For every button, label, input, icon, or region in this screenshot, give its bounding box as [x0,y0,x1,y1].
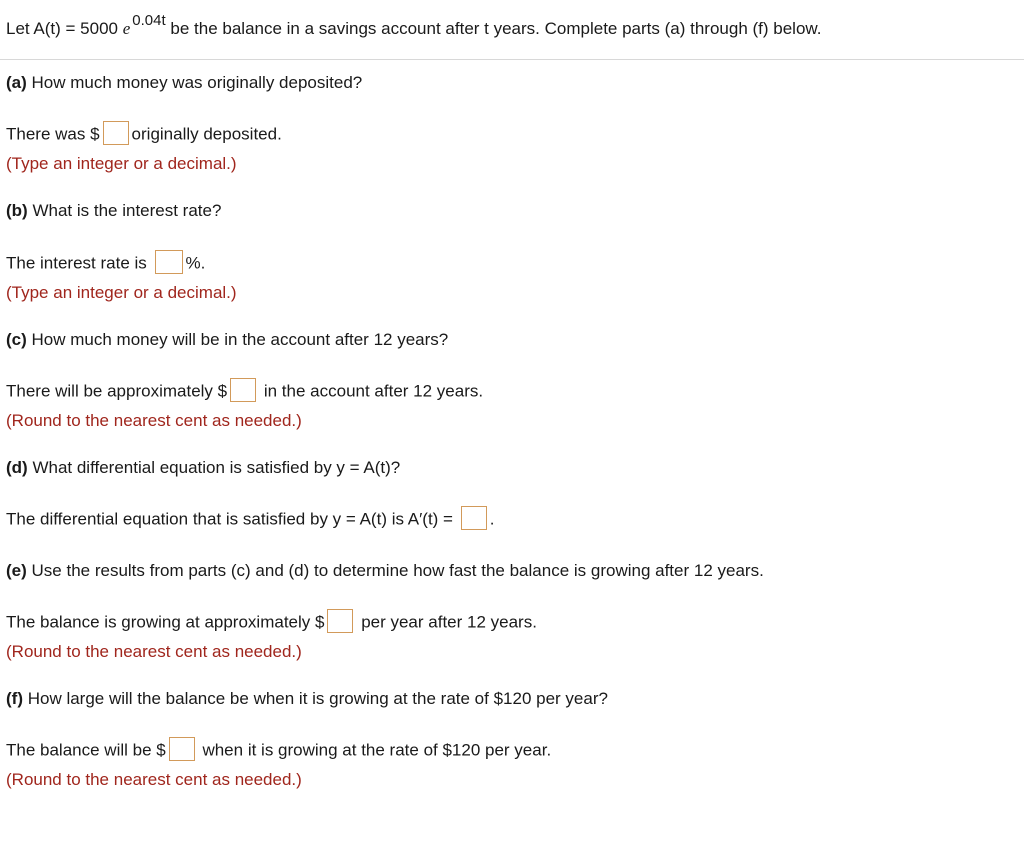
answer-line-d [6,508,494,532]
answer-prefix-e: The balance is growing at approximately $ [6,612,325,632]
header-divider [0,59,1024,60]
question-text-a: How much money was originally deposited? [31,73,363,92]
part-label-a: (a) [6,73,27,92]
problem-statement [6,12,822,41]
answer-line-f [6,739,551,763]
exponent: 0.04t [132,12,166,29]
answer-prefix-f: The balance will be $ [6,740,166,760]
hint-f: (Round to the nearest cent as needed.) [6,770,302,789]
question-b [6,200,221,222]
answer-input-a[interactable] [103,121,129,145]
answer-input-c[interactable] [230,378,256,402]
answer-suffix-c: in the account after 12 years. [263,381,484,401]
answer-prefix-c: There will be approximately $ [6,381,228,401]
answer-prefix-d: The differential equation that is satisfied by y = A(t) is A′(t) = [6,509,453,529]
question-text-b: What is the interest rate? [32,201,222,220]
answer-input-d[interactable] [461,506,487,530]
answer-suffix-e: per year after 12 years. [361,612,537,632]
question-text-c: How much money will be in the account after 12 years? [31,330,449,349]
answer-input-b[interactable] [155,250,183,274]
problem-prefix: Let A(t) = 5000 [6,19,118,38]
answer-suffix-d: . [489,509,495,529]
hint-a: (Type an integer or a decimal.) [6,154,237,173]
question-e [6,560,764,582]
hint-b: (Type an integer or a decimal.) [6,283,237,302]
problem-suffix: be the balance in a savings account after t years. Complete parts (a) through (f) below. [170,19,822,38]
answer-line-e [6,611,537,635]
answer-suffix-f: when it is growing at the rate of $120 per year. [202,740,552,760]
question-c [6,329,448,351]
hint-e: (Round to the nearest cent as needed.) [6,642,302,661]
question-text-e: Use the results from parts (c) and (d) to determine how fast the balance is growing after 12 years. [31,561,764,580]
question-f [6,688,608,710]
answer-prefix-a: There was $ [6,124,100,144]
question-d [6,457,400,479]
part-label-d: (d) [6,458,28,477]
answer-line-a [6,123,282,147]
answer-prefix-b: The interest rate is [6,253,147,273]
part-label-f: (f) [6,689,23,708]
answer-line-c [6,380,483,404]
answer-suffix-a: originally deposited. [131,124,282,144]
answer-line-b [6,252,205,276]
part-label-e: (e) [6,561,27,580]
question-text-f: How large will the balance be when it is growing at the rate of $120 per year? [27,689,608,708]
part-label-c: (c) [6,330,27,349]
part-label-b: (b) [6,201,28,220]
exponential-base: e [122,19,131,38]
answer-suffix-b: %. [185,253,206,273]
answer-input-e[interactable] [327,609,353,633]
question-text-d: What differential equation is satisfied by y = A(t)? [32,458,401,477]
question-a [6,72,362,94]
hint-c: (Round to the nearest cent as needed.) [6,411,302,430]
answer-input-f[interactable] [169,737,195,761]
